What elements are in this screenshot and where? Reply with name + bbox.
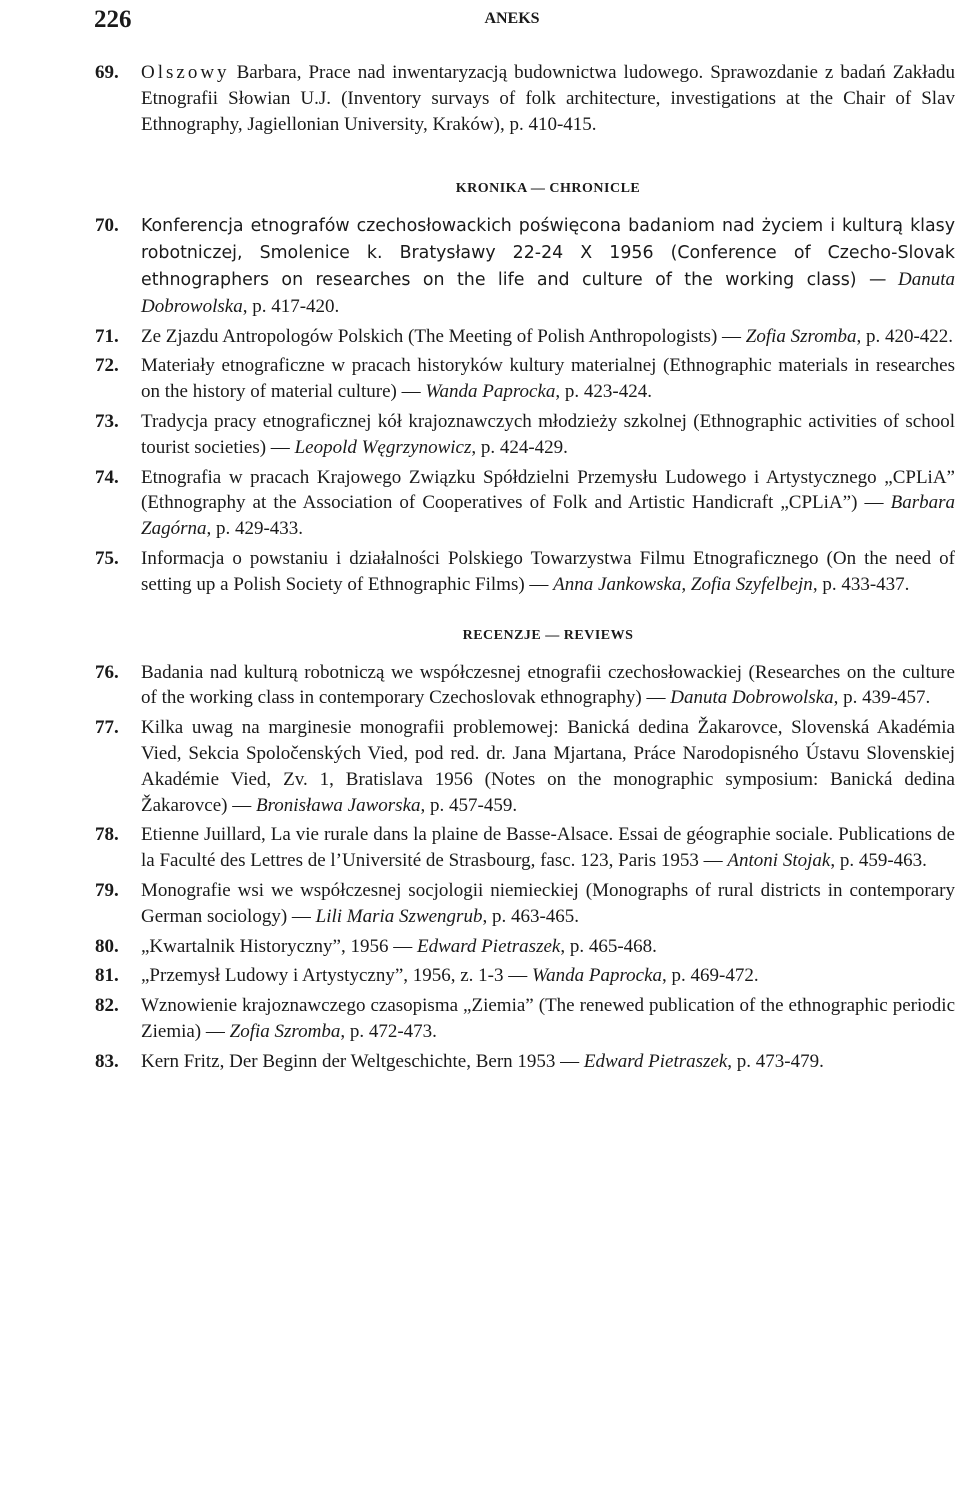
list-item-73: [95, 409, 955, 461]
entry-author: Wanda Paprocka: [425, 381, 556, 403]
entry-text: Kern Fritz, Der Beginn der Weltgeschichte, Bern 1953 —: [141, 1050, 580, 1072]
entry-pages: , p. 473-479.: [727, 1050, 824, 1072]
entry-author-spaced: Olszowy: [141, 62, 230, 83]
entry-text: Wznowienie krajoznawczego czasopisma „Ziemia” (The renewed publication of the ethnographic periodic Ziemia) —: [141, 995, 955, 1042]
entry-author: Leopold Węgrzynowicz: [294, 436, 472, 458]
entry-pages: , p. 469-472.: [662, 965, 759, 987]
entry-number: 81.: [95, 965, 119, 987]
entry-author: Danuta Dobrowolska: [670, 687, 834, 709]
list-item-76: [95, 660, 955, 712]
entry-author: Edward Pietraszek: [416, 935, 561, 957]
entry-author: Lili Maria Szwengrub: [315, 905, 483, 927]
entry-text: „Przemysł Ludowy i Artystyczny”, 1956, z. 1-3 —: [141, 965, 528, 987]
entry-number: 78.: [95, 824, 119, 846]
entry-text: Materiały etnograficzne w pracach historyków kultury materialnej (Ethnographic materials in researches on the history of material culture) —: [141, 355, 955, 403]
entry-number: 72.: [95, 355, 119, 377]
entry-author: Zofia Szromba: [229, 1020, 341, 1042]
list-item-75: [95, 546, 955, 598]
entry-number: 79.: [95, 879, 119, 901]
entry-pages: , p. 420-422.: [856, 325, 954, 347]
entry-pages: , p. 459-463.: [830, 850, 927, 872]
entry-text: Informacja o powstaniu i działalności Polskiego Towarzystwa Filmu Etnograficznego (On the need of setting up a Polish Society of Ethnographic Films) —: [141, 547, 955, 595]
list-item-69: [95, 60, 955, 137]
entry-number: 70.: [95, 215, 119, 237]
entry-text: Kilka uwag na marginesie monografii problemowej: Banická dedina Žakarovce, Slovenská Akadémia Vied, Sekcia Spoločenských Vied, pod red. dr. Jana Mjartana, Práce Narodopisného Ústavu Slovenskiej Akadémie Vied, Zv. 1, Bratislava 1956 (Notes on the monographic symposium: Banická dedina Žakarovce) —: [141, 717, 955, 816]
section-heading-reviews: RECENZJE — REVIEWS: [462, 627, 634, 643]
entry-number: 83.: [95, 1050, 119, 1072]
entry-pages: , p. 429-433.: [206, 518, 304, 540]
list-item-71: [95, 324, 955, 350]
entry-number: 74.: [95, 466, 119, 488]
entry-number: 73.: [95, 410, 119, 432]
entry-text: Barbara, Prace nad inwentaryzacją budownictwa ludowego. Sprawozdanie z badań Zakładu Etnografii Słowian U.J. (Inventory survays of folk architecture, investigations at the Chair of Slav Ethnography, Jagiellonian University, Kraków), p. 410-415.: [141, 62, 956, 135]
entry-pages: , p. 417-420.: [242, 295, 340, 317]
entry-text: „Kwartalnik Historyczny”, 1956 —: [141, 935, 413, 957]
entry-pages: , p. 433-437.: [812, 573, 910, 595]
entry-number: 82.: [95, 995, 119, 1017]
entry-pages: , p. 457-459.: [420, 794, 518, 816]
bibliography-list: [95, 60, 955, 1079]
entry-number: 69.: [95, 62, 119, 83]
entry-author: Edward Pietraszek: [583, 1050, 728, 1072]
entry-text: Ze Zjazdu Antropologów Polskich (The Meeting of Polish Anthropologists) —: [141, 325, 742, 347]
entry-text: Tradycja pracy etnograficznej kół krajoznawczych młodzieży szkolnej (Ethnographic activities of school tourist societies) —: [141, 410, 955, 458]
list-item-70: [95, 213, 955, 319]
entry-author: Wanda Paprocka: [532, 965, 663, 987]
entry-author: Barbara Zagórna: [141, 492, 955, 540]
entry-number: 80.: [95, 935, 119, 957]
entry-author: Zofia Szromba: [745, 325, 857, 347]
entry-author: Anna Jankowska, Zofia Szyfelbejn: [553, 573, 813, 595]
list-item-80: [95, 934, 955, 960]
entry-pages: , p. 472-473.: [340, 1020, 437, 1042]
entry-author: Antoni Stojak: [727, 850, 831, 872]
list-item-81: [95, 963, 955, 989]
list-item-83: [95, 1049, 955, 1075]
section-heading-chronicle: KRONIKA — CHRONICLE: [455, 181, 641, 197]
page-number: 226: [94, 6, 132, 33]
entry-text: Etienne Juillard, La vie rurale dans la plaine de Basse-Alsace. Essai de géographie sociale. Publications de la Faculté des Lettres de l’Université de Strasbourg, fasc. 123, Paris 1953 —: [141, 824, 955, 872]
entry-number: 71.: [95, 325, 119, 347]
entry-pages: , p. 463-465.: [482, 905, 580, 927]
entry-author: Bronisława Jaworska: [256, 794, 421, 816]
entry-author: Danuta Dobrowolska: [141, 268, 956, 317]
entry-text: Etnografia w pracach Krajowego Związku Spółdzielni Przemysłu Ludowego i Artystycznego „CPLiA” (Ethnography at the Association of Cooperatives of Folk and Artistic Handicraft „CPLiA”) —: [141, 466, 955, 514]
entry-pages: , p. 465-468.: [560, 935, 657, 957]
entry-pages: , p. 423-424.: [555, 381, 652, 403]
entry-pages: , p. 424-429.: [471, 436, 568, 458]
entry-text: Badania nad kulturą robotniczą we współczesnej etnografii czechosłowackiej (Researches on the culture of the working class in contemporary Czechoslovak ethnography) —: [141, 661, 955, 709]
entry-number: 75.: [95, 547, 119, 569]
list-item-72: [95, 353, 955, 405]
list-item-79: [95, 878, 955, 930]
entry-number: 76.: [95, 661, 119, 683]
entry-pages: , p. 439-457.: [833, 687, 931, 709]
running-head: ANEKS: [484, 10, 540, 27]
list-item-82: [95, 993, 955, 1045]
entry-text: Monografie wsi we współczesnej socjologii niemieckiej (Monographs of rural districts in contemporary German sociology) —: [141, 879, 955, 927]
list-item-74: [95, 465, 955, 542]
entry-number: 77.: [95, 717, 119, 739]
entry-text: Konferencja etnografów czechosłowackich poświęcona badaniom nad życiem i kulturą klasy robotniczej, Smolenice k. Bratysławy 22-24 X 1956 (Conference of Czecho-Slovak ethnographers on researches on the life and culture of the working class) —: [141, 216, 955, 290]
list-item-78: [95, 822, 955, 874]
list-item-77: [95, 715, 955, 818]
